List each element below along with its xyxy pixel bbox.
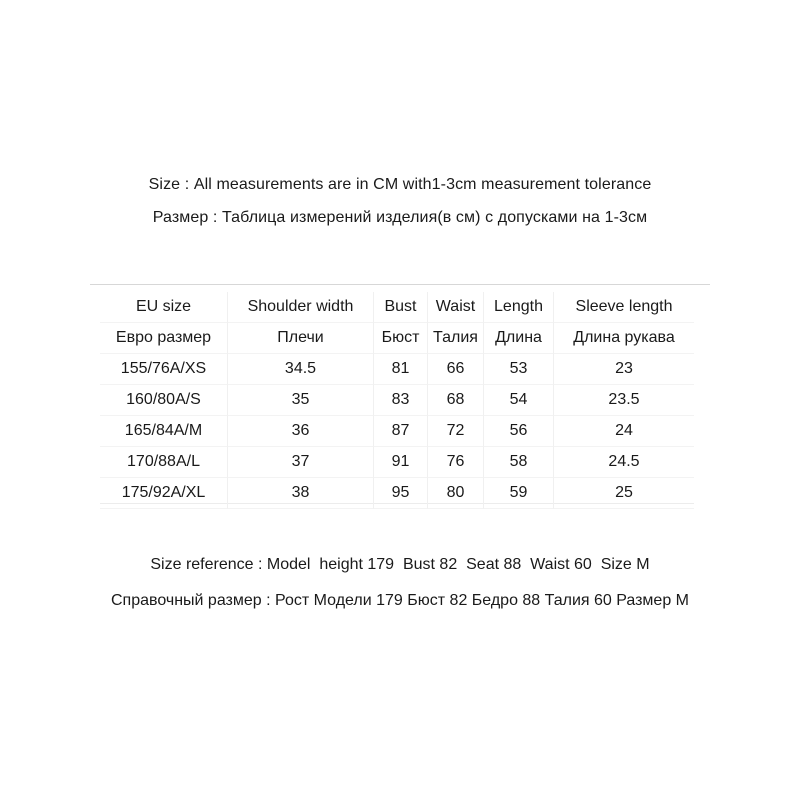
size-reference-ru: Справочный размер : Рост Модели 179 Бюст 82 Бедро 88 Талия 60 Размер M	[110, 592, 689, 609]
table-row	[100, 385, 694, 416]
table-cell: 54	[484, 385, 554, 416]
table-cell: 155/76A/XS	[100, 354, 228, 385]
table-cell: 83	[374, 385, 428, 416]
table-cell: 38	[228, 478, 374, 509]
header-bust: Bust	[374, 292, 428, 323]
table-cell: 25	[554, 478, 694, 509]
header-ru-shoulder-width: Плечи	[228, 323, 374, 354]
table-cell: 91	[374, 447, 428, 478]
table-cell: 23.5	[554, 385, 694, 416]
table-cell: 24.5	[554, 447, 694, 478]
intro-text-ru: Размер : Таблица измерений изделия(в см) с допусками на 1-3см	[152, 209, 648, 226]
header-waist: Waist	[428, 292, 484, 323]
table-cell: 72	[428, 416, 484, 447]
header-ru-sleeve-length: Длина рукава	[554, 323, 694, 354]
header-shoulder-width: Shoulder width	[228, 292, 374, 323]
table-cell: 56	[484, 416, 554, 447]
table-row	[100, 416, 694, 447]
table-row	[100, 447, 694, 478]
table-cell: 80	[428, 478, 484, 509]
table-cell: 170/88A/L	[100, 447, 228, 478]
table-cell: 87	[374, 416, 428, 447]
table-cell: 160/80A/S	[100, 385, 228, 416]
header-eu-size: EU size	[100, 292, 228, 323]
table-cell: 68	[428, 385, 484, 416]
table-cell: 35	[228, 385, 374, 416]
header-row-ru	[100, 323, 694, 354]
table-cell: 58	[484, 447, 554, 478]
table-cell: 24	[554, 416, 694, 447]
table-cell: 53	[484, 354, 554, 385]
intro-text-en: Size : All measurements are in CM with1-3cm measurement tolerance	[148, 176, 652, 193]
table-cell: 95	[374, 478, 428, 509]
header-ru-length: Длина	[484, 323, 554, 354]
table-cell: 66	[428, 354, 484, 385]
header-row-en	[100, 292, 694, 323]
table-cell: 36	[228, 416, 374, 447]
table-cell: 175/92A/XL	[100, 478, 228, 509]
table-cell: 165/84A/M	[100, 416, 228, 447]
table-cell: 34.5	[228, 354, 374, 385]
table-row	[100, 354, 694, 385]
header-ru-eu-size: Евро размер	[100, 323, 228, 354]
size-reference-en: Size reference : Model height 179 Bust 82 Seat 88 Waist 60 Size M	[150, 556, 650, 573]
table-cell: 23	[554, 354, 694, 385]
header-ru-waist: Талия	[428, 323, 484, 354]
header-ru-bust: Бюст	[374, 323, 428, 354]
table-cell: 59	[484, 478, 554, 509]
table-cell: 76	[428, 447, 484, 478]
table-cell: 81	[374, 354, 428, 385]
divider-line	[90, 284, 710, 285]
size-table	[100, 292, 694, 509]
table-row	[100, 478, 694, 509]
table-cell: 37	[228, 447, 374, 478]
header-length: Length	[484, 292, 554, 323]
header-sleeve-length: Sleeve length	[554, 292, 694, 323]
size-table-container	[100, 292, 694, 504]
